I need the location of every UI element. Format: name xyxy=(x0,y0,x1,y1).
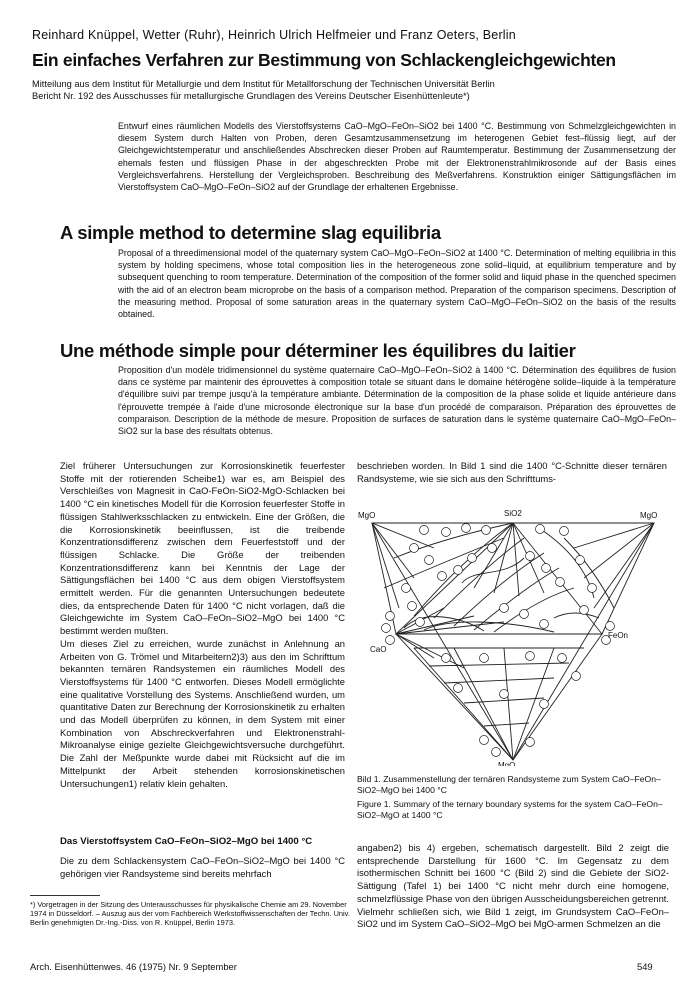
page-number: 549 xyxy=(637,961,653,972)
ternary-diagram-svg xyxy=(354,498,672,766)
title-german: Ein einfaches Verfahren zur Bestimmung von Schlackengleichgewichten xyxy=(32,50,616,70)
body-paragraph-3: Die zu dem Schlackensystem CaO–FeOn–SiO2–MgO bei 1400 °C gehörigen vier Randsysteme sind bereits mehrfach xyxy=(60,855,345,879)
label-mgo-right: MgO xyxy=(640,511,658,520)
figure-caption-english: Figure 1. Summary of the ternary boundary systems for the system CaO–FeOn–SiO2–MgO at 1400 °C xyxy=(357,799,663,820)
footnote: *) Vorgetragen in der Sitzung des Unterausschusses für physikalische Chemie am 29. November 1974 in Düsseldorf. – Auszug aus der vom Fachbereich Werkstoffwissenschaften der Techn. Univ. Berlin genehmigten Dr.-Ing.-Diss. von R. Knüppel, Berlin 1973. xyxy=(30,900,350,928)
section-heading: Das Vierstoffsystem CaO–FeOn–SiO2–MgO bei 1400 °C xyxy=(60,836,313,847)
abstract-english: Proposal of a threedimensional model of the quaternary system CaO–MgO–FeOn–SiO2 at 1400 °C. Determination of melting equilibria in this system by holding specimens, whose total composition lies in the heterogeneous zone solid–liquid, at equilibrium temperature and by subsequent quenching to room temperature. Determination of the composition of the former solid and liquid phase in the quenched specimen with the aid of an electron beam microprobe on the basis of a comparison method. Preparation of the comparison specimens. Description of the measuring method. Proposal of some saturation areas in the quaternary system CaO–MgO–FeOn–SiO2 on the basis of the results obtained. xyxy=(118,248,676,320)
institution-line-2: Bericht Nr. 192 des Ausschusses für metallurgische Grundlagen des Vereins Deutscher Eisenhüttenleute*) xyxy=(32,91,470,101)
label-feon: FeOn xyxy=(608,631,629,640)
body-right-top: beschrieben worden. In Bild 1 sind die 1400 °C-Schnitte dieser ternären Randsysteme, wie sie sich aus den Schrifttums- xyxy=(357,460,667,484)
institution-line-1: Mitteilung aus dem Institut für Metallurgie und dem Institut für Metallforschung der Technischen Universität Berlin xyxy=(32,79,495,89)
body-paragraph-2: Um dieses Ziel zu erreichen, wurde zunächst in Anlehnung an Arbeiten von G. Trömel und Mitarbeitern2)3) aus den im Schrifttum bekannten ternären Randsystemen ein räumliches Modell des Vierstoffsystems für 1400 °C entworfen. Dieses Modell ermöglichte eine qualitative Vorstellung des Systems. Anschließend wurden, um quantitative Daten zur Berechnung der Korrosionskinetik zu erhalten und das Modell überprüfen zu können, in dem System mit einer Kombination von Abschreckverfahren und Elektronenstrahl-Mikroanalyse einige gezielte Gleichgewichtsversuche durchgeführt. Die Zahl der Meßpunkte wurde dabei mit Rücksicht auf die im Mittelpunkt der Arbeit stehenden korrosionskinetischen Untersuchungen1) relativ klein gehalten. xyxy=(60,637,345,789)
abstract-german: Entwurf eines räumlichen Modells des Vierstoffsystems CaO–MgO–FeOn–SiO2 bei 1400 °C. Bestimmung von Schmelzgleichgewichten in diesem System durch Halten von Proben, deren Gesamtzusammensetzung im heterogenen Gebiet fest–flüssig liegt, auf der Gleichgewichtstemperatur und anschließendes Abschrecken dieser Proben auf Raumtemperatur. Bestimmung der Zusammensetzung der ehemals festen und flüssigen Phase in der abgeschreckten Probe mit der Elektronenstrahlmikrosonde auf der Basis eines Vergleichsverfahrens. Herstellung der Vergleichsproben. Beschreibung des Meßverfahrens. Konstruktion einiger Sättigungsflächen im Vierstoffsystem CaO–MgO–FeOn–SiO2 auf der Grundlage der erhaltenen Ergebnisse. xyxy=(118,121,676,193)
institution xyxy=(32,78,672,102)
body-paragraph-1: Ziel früherer Untersuchungen zur Korrosionskinetik feuerfester Stoffe mit der rotierenden Scheibe1) war es, am Beispiel des Verschleißes von Magnesit in CaO-FeOn-SiO2-MgO-Schlacken bei 1400 °C ein kinetisches Modell für die Korrosion feuerfester Stoffe in flüssigen Stahlwerksschlacken zu entwickeln. Eine der Größen, die die Korrosionskinetik beeinflussen, ist die treibende Konzentrationsdifferenz zwischen dem Feuerfeststoff und der flüssigen Schlacke. Die Größe der treibenden Konzentrationsdifferenz kann bei Kenntnis der Lage der Sättigungsflächen bei 1400 °C aus dem obigen Vierstoffsystem ermittelt werden. Für die genannten Untersuchungen bedeutete dies, da entsprechende Daten für 1400 °C nicht vorlagen, daß die Gleichgewichte im System CaO–FeOn–SiO2–MgO bei 1400 °C bestimmt werden mußten. xyxy=(60,460,345,637)
footer-journal: Arch. Eisenhüttenwes. 46 (1975) Nr. 9 September xyxy=(30,961,237,972)
title-french: Une méthode simple pour déterminer les équilibres du laitier xyxy=(60,340,576,361)
title-english: A simple method to determine slag equilibria xyxy=(60,222,441,243)
authors: Reinhard Knüppel, Wetter (Ruhr), Heinrich Ulrich Helfmeier und Franz Oeters, Berlin xyxy=(32,28,516,42)
label-mgo-bottom: MgO xyxy=(498,761,516,766)
footnote-divider xyxy=(30,895,100,896)
label-mgo-left: MgO xyxy=(358,511,376,520)
body-left-column xyxy=(60,460,345,790)
figure-caption-german: Bild 1. Zusammenstellung der ternären Randsysteme zum System CaO–FeOn–SiO2–MgO bei 1400 °C xyxy=(357,774,661,795)
figure-ternary-diagram xyxy=(354,498,672,766)
label-cao: CaO xyxy=(370,645,387,654)
abstract-french: Proposition d'un modèle tridimensionnel du système quaternaire CaO–MgO–FeOn–SiO2 à 1400 °C. Détermination des équilibres de fusion dans ce système par maintenir des éprouvettes à composition totale se situant dans le domaine hétérogène solide–liquide à la température d'équilibre suivi par trempe jusqu'à la température ambiante. Détermination de la composition de la phase solide et liquide antérieure dans l'éprouvette trempée à l'aide d'une microsonde électronique sur la base d'un procédé de comparaison. Préparation des éprouvettes de comparaison. Description de la méthode de mesure. Proposition de surfaces de saturation dans le système quaternaire CaO–MgO–FeOn–SiO2 sur la base des résultats obtenus. xyxy=(118,365,676,437)
body-right-bottom: angaben2) bis 4) ergeben, schematisch dargestellt. Bild 2 zeigt die entsprechende Darstellung für 1600 °C. Im Gegensatz zu dem isothermischen Schnitt bei 1600 °C (Bild 2) sind die Gebiete der SiO2-Sättigung (Tafel 1) bei 1400 °C nicht mehr durch eine homogene, schmelzflüssige Phase von den übrigen Ausscheidungsbereichen getrennt. Vielmehr schließen sich, wie Bild 1 zeigt, im Grundsystem CaO–FeOn–SiO2 und im System CaO–SiO2–MgO bei MgO-armen Schmelzen an die xyxy=(357,842,669,930)
label-sio2: SiO2 xyxy=(504,509,522,518)
